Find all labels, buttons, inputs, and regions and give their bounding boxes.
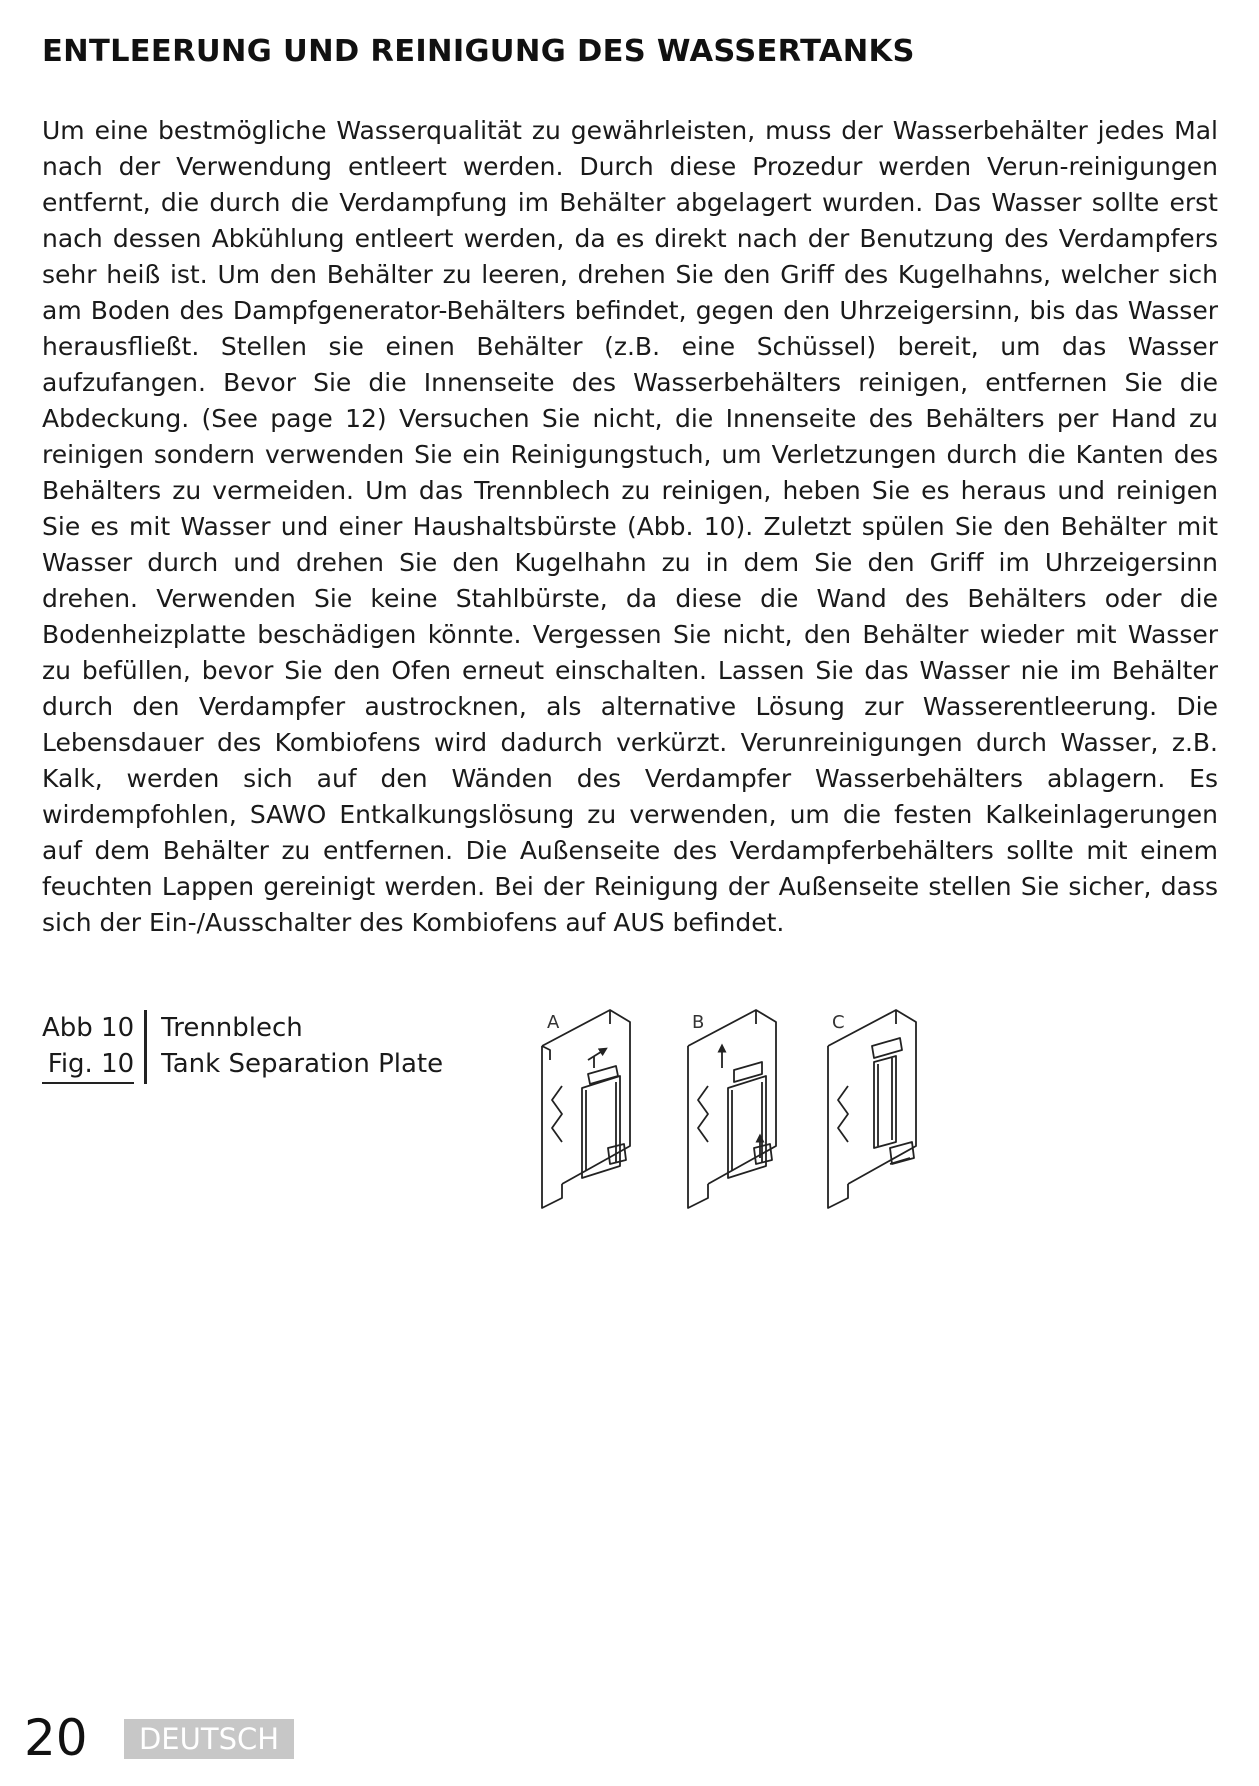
panel-label-b: B — [692, 1012, 705, 1033]
panel-label-c: C — [832, 1012, 845, 1033]
figure-caption — [42, 1010, 443, 1084]
caption-text-de: Trennblech — [161, 1013, 303, 1043]
caption-label-en: Fig. 10 — [42, 1046, 134, 1084]
caption-text-en: Tank Separation Plate — [161, 1049, 444, 1079]
page-number: 20 — [24, 1709, 88, 1767]
section-heading: ENTLEERUNG UND REINIGUNG DES WASSERTANKS — [42, 34, 915, 69]
caption-texts — [147, 1010, 443, 1082]
language-badge: DEUTSCH — [124, 1719, 294, 1759]
figure-panel-b — [688, 1010, 776, 1208]
panel-label-a: A — [547, 1012, 560, 1033]
figure-panel-a — [542, 1010, 630, 1208]
separation-plate-figure — [530, 998, 990, 1228]
caption-labels — [42, 1010, 147, 1084]
caption-label-de: Abb 10 — [42, 1013, 135, 1043]
body-paragraph: Um eine bestmögliche Wasserqualität zu gewährleisten, muss der Wasserbehälter jedes Mal nach der Verwendung entleert werden. Durch diese Prozedur werden Verun-reinigungen entfernt, die durch die Verdampfung im Behälter abgelagert wurden. Das Wasser sollte erst nach dessen Abkühlung entleert werden, da es direkt nach der Benutzung des Verdampfers sehr heiß ist. Um den Behälter zu leeren, drehen Sie den Griff des Kugelhahns, welcher sich am Boden des Dampfgenerator-Behälters befindet, gegen den Uhrzeigersinn, bis das Wasser herausfließt. Stellen sie einen Behälter (z.B. eine Schüssel) bereit, um das Wasser aufzufangen. Bevor Sie die Innenseite des Wasserbehälters reinigen, entfernen Sie die Abdeckung. (See page 12) Versuchen Sie nicht, die Innenseite des Behälters per Hand zu reinigen sondern verwenden Sie ein Reinigungstuch, um Verletzungen durch die Kanten des Behälters zu vermeiden. Um das Trennblech zu reinigen, heben Sie es heraus und reinigen Sie es mit Wasser und einer Haushaltsbürste (Abb. 10). Zuletzt spülen Sie den Behälter mit Wasser durch und drehen Sie den Kugelhahn zu in dem Sie den Griff im Uhrzeigersinn drehen. Verwenden Sie keine Stahlbürste, da diese die Wand des Behälters oder die Bodenheizplatte beschädigen könnte. Vergessen Sie nicht, den Behälter wieder mit Wasser zu befüllen, bevor Sie den Ofen erneut einschalten. Lassen Sie das Wasser nie im Behälter durch den Verdampfer austrocknen, als alternative Lösung zur Wasserentleerung. Die Lebensdauer des Kombiofens wird dadurch verkürzt. Verunreinigungen durch Wasser, z.B. Kalk, werden sich auf den Wänden des Verdampfer Wasserbehälters ablagern. Es wirdempfohlen, SAWO Entkalkungslösung zu verwenden, um die festen Kalkeinlagerungen auf dem Behälter zu entfernen. Die Außenseite des Verdampferbehälters sollte mit einem feuchten Lappen gereinigt werden. Bei der Reinigung der Außenseite stellen Sie sicher, dass sich der Ein-/Ausschalter des Kombiofens auf AUS befindet. — [42, 116, 1218, 937]
figure-panel-c — [828, 1010, 916, 1208]
